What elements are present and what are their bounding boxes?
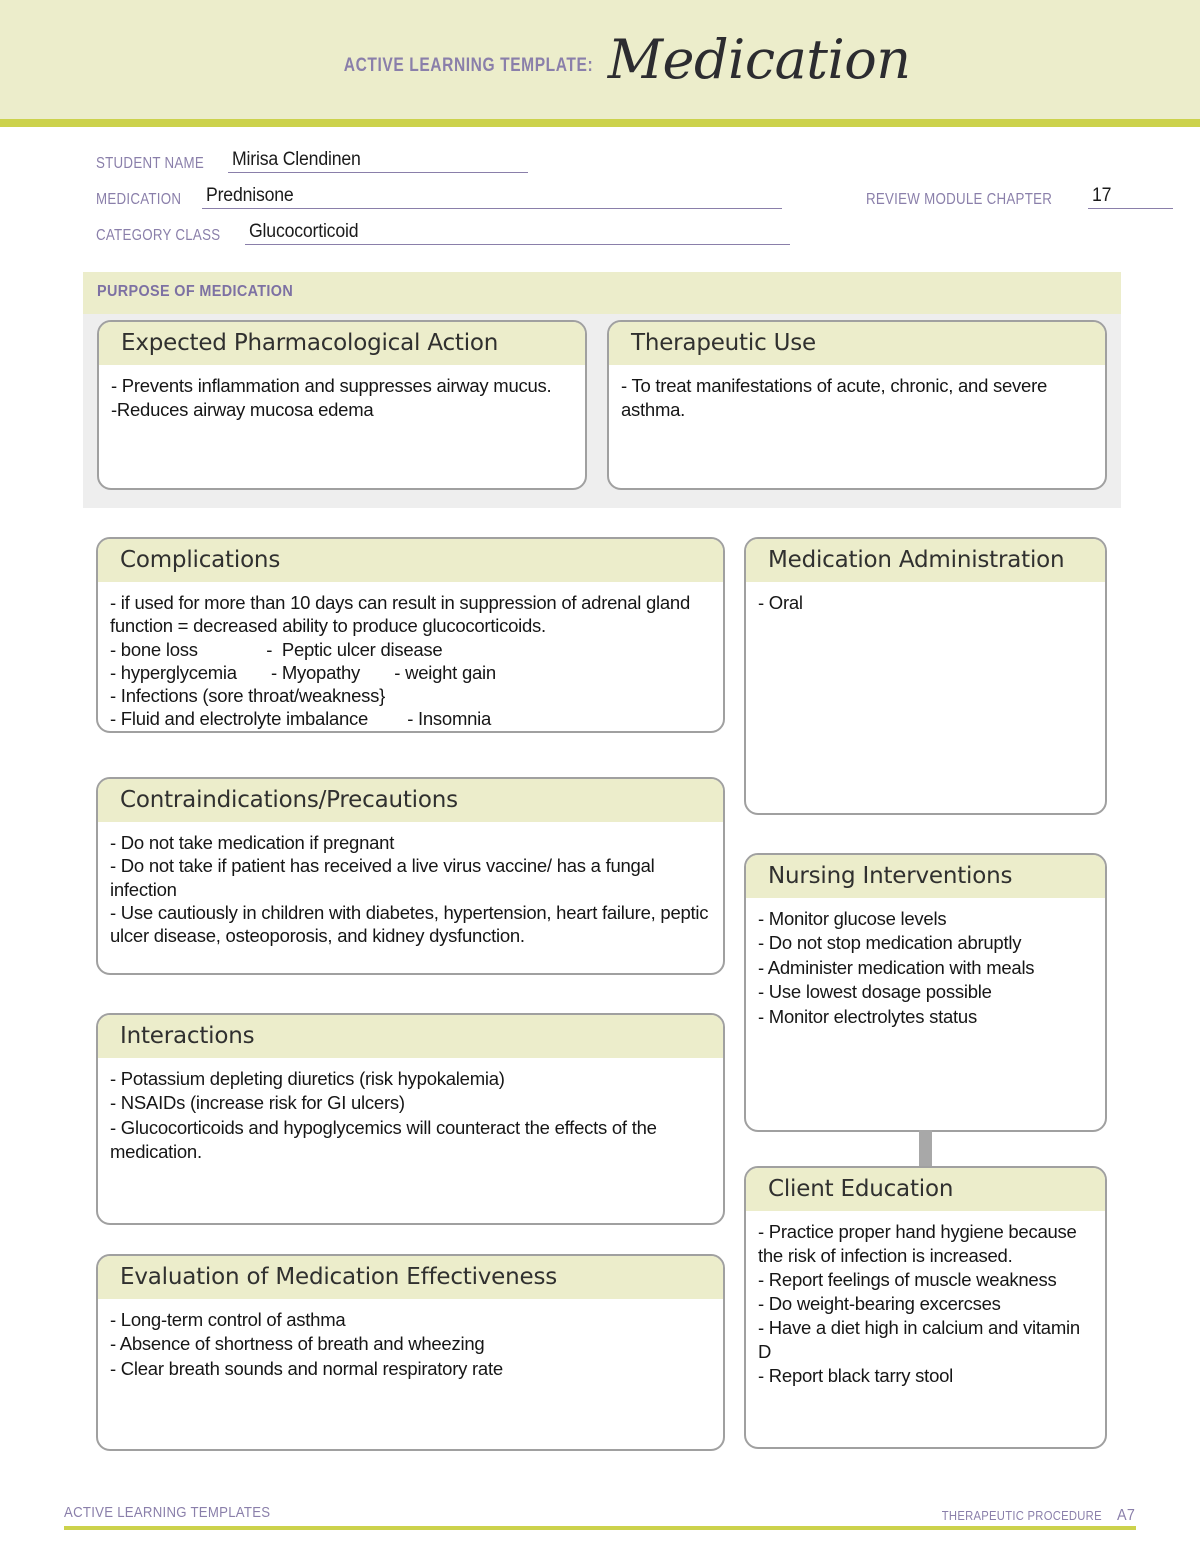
category-class-label: CATEGORY CLASS [96,227,221,244]
interactions-body: - Potassium depleting diuretics (risk hypokalemia) - NSAIDs (increase risk for GI ulcers) - Glucocorticoids and hypoglycemics will counteract the effects of the medication. [110,1068,657,1163]
footer-divider [64,1526,1136,1530]
medication-administration-title: Medication Administration [746,539,1105,582]
evaluation-of-medication-effectiveness-body: - Long-term control of asthma - Absence of shortness of breath and wheezing - Clear breath sounds and normal respiratory rate [110,1309,503,1379]
complications-title: Complications [98,539,723,582]
field-row-medication [96,185,1112,222]
medication-administration-box [744,537,1107,815]
evaluation-of-medication-effectiveness-box [96,1254,725,1451]
therapeutic-use-body: - To treat manifestations of acute, chronic, and severe asthma. [621,375,1052,421]
client-education-box [744,1166,1107,1449]
therapeutic-use-box [607,320,1107,490]
expected-pharmacological-action-title: Expected Pharmacological Action [99,322,585,365]
field-row-student-name [96,150,1106,186]
client-education-title: Client Education [746,1168,1105,1211]
template-kicker: ACTIVE LEARNING TEMPLATE: [344,54,594,76]
footer-meta [924,1507,1136,1525]
student-name-value: Mirisa Clendinen [232,149,361,170]
medication-value: Prednisone [205,185,294,206]
expected-pharmacological-action-body: - Prevents inflammation and suppresses airway mucus. -Reduces airway mucosa edema [111,375,552,421]
nursing-interventions-title: Nursing Interventions [746,855,1105,898]
student-name-label: STUDENT NAME [96,155,205,172]
footer-page-number: A7 [1116,1507,1135,1524]
contraindications-precautions-title: Contraindications/Precautions [98,779,723,822]
contraindications-precautions-box [96,777,725,975]
expected-pharmacological-action-box [97,320,587,490]
footer-procedure-label: THERAPEUTIC PROCEDURE [941,1509,1102,1523]
student-name-input[interactable] [228,150,528,173]
nursing-to-education-connector [919,1130,932,1168]
client-education-body: - Practice proper hand hygiene because the risk of infection is increased. - Report feelings of muscle weakness - Do weight-bearing excercses - Have a diet high in calcium and vitamin D - Report black tarry stool [758,1221,1080,1387]
header-divider [0,119,1200,127]
category-class-value: Glucocorticoid [249,221,359,242]
medication-label: MEDICATION [96,191,182,208]
purpose-section-title: PURPOSE OF MEDICATION [97,283,294,300]
therapeutic-use-title: Therapeutic Use [609,322,1105,365]
evaluation-of-medication-effectiveness-title: Evaluation of Medication Effectiveness [98,1256,723,1299]
form-fields [96,149,1112,258]
interactions-box [96,1013,725,1225]
medication-administration-body: - Oral [758,592,803,613]
page-title: Medication [607,28,911,91]
review-module-chapter-label: REVIEW MODULE CHAPTER [866,191,1053,208]
complications-body: - if used for more than 10 days can result in suppression of adrenal gland function = decreased ability to produce glucocorticoids. - bone loss - Peptic ulcer disease - hyperglycemia - Myopathy - weight gain - Infections (sore throat/weakness} - Fluid and electrolyte imbalance - Insomnia [110,592,691,730]
contraindications-precautions-body: - Do not take medication if pregnant - Do not take if patient has received a live virus vaccine/ has a fungal infection - Use cautiously in children with diabetes, hypertension, heart failure, peptic ulcer disease, osteoporosis, and kidney dysfunction. [110,832,709,947]
field-row-category-class [96,222,1106,258]
review-module-chapter-value: 17 [1091,185,1112,206]
review-module-chapter-input[interactable] [1088,186,1173,209]
footer-brand: ACTIVE LEARNING TEMPLATES [64,1504,271,1521]
nursing-interventions-box [744,853,1107,1132]
nursing-interventions-body: - Monitor glucose levels - Do not stop medication abruptly - Administer medication with meals - Use lowest dosage possible - Monitor electrolytes status [758,908,1035,1027]
header [0,0,1200,119]
category-class-input[interactable] [245,222,790,245]
complications-box [96,537,725,733]
interactions-title: Interactions [98,1015,723,1058]
medication-input[interactable] [202,186,782,209]
